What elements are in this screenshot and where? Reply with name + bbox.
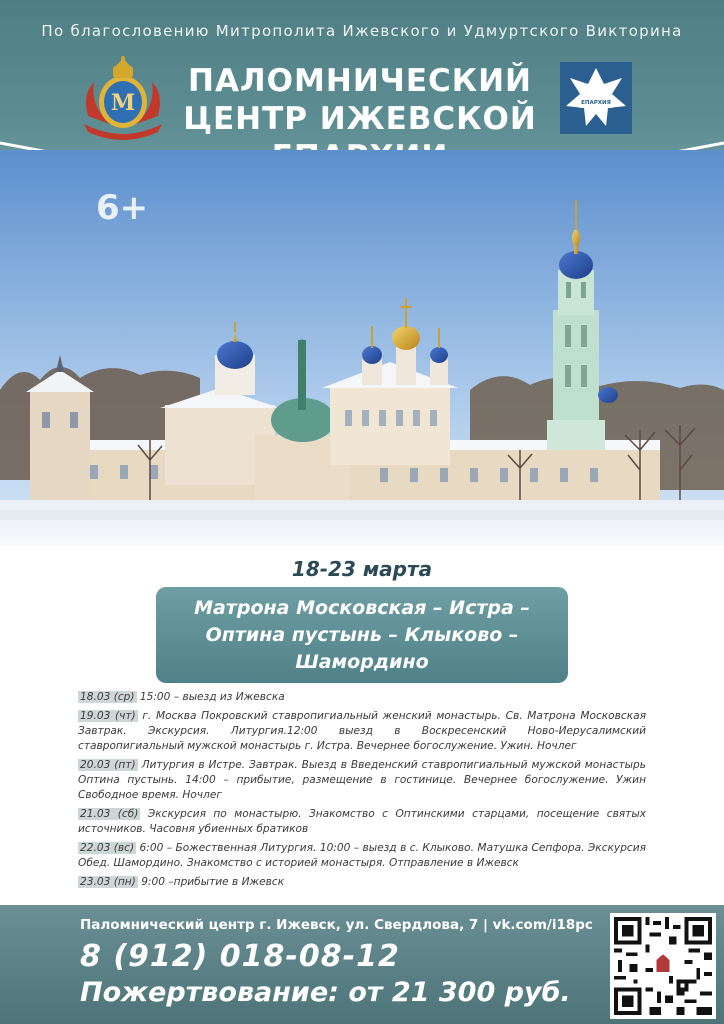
title-line-2: ЦЕНТР ИЖЕВСКОЙ xyxy=(183,101,537,137)
logo-caption: ЕПАРХИЯ xyxy=(581,100,611,106)
svg-text:М: М xyxy=(110,90,136,116)
route-line-3: Шамордино xyxy=(295,651,429,673)
diocese-coat-of-arms-icon xyxy=(80,54,166,140)
day-label: 20.03 (пт) xyxy=(80,759,136,771)
title-line-1: ПАЛОМНИЧЕСКИЙ xyxy=(188,63,532,99)
day-description: Экскурсия по монастырю. Знакомство с Оптинскими старцами, посещение святых источников. Часовня убиенных братиков xyxy=(78,808,646,835)
itinerary-day xyxy=(78,690,646,705)
day-description: 9:00 –прибытие в Ижевск xyxy=(137,876,285,888)
itinerary-day xyxy=(78,807,646,837)
day-label: 18.03 (ср) xyxy=(80,691,135,703)
trip-dates: 18-23 марта xyxy=(291,557,433,581)
footer-band xyxy=(0,905,724,1024)
udmurt-star-logo-icon xyxy=(560,62,632,134)
day-label: 22.03 (вс) xyxy=(80,842,135,854)
qr-code-icon[interactable] xyxy=(610,913,716,1019)
itinerary-day xyxy=(78,875,646,890)
day-label: 19.03 (чт) xyxy=(80,710,136,722)
blessing-text: По благословению Митрополита Ижевского и Удмуртского Викторина xyxy=(41,22,683,40)
day-description: 6:00 – Божественная Литургия. 10:00 – выезд в с. Клыково. Матушка Сепфора. Экскурсия Обед. Шамордино. Знакомство с историей монастыря. Отправление в Ижевск xyxy=(78,842,647,869)
itinerary-list xyxy=(78,690,646,894)
day-label: 21.03 (сб) xyxy=(80,808,139,820)
itinerary-day xyxy=(78,758,646,803)
phone-number[interactable]: 8 (912) 018-08-12 xyxy=(80,939,400,974)
day-label: 23.03 (пн) xyxy=(80,876,136,888)
day-description: Литургия в Истре. Завтрак. Выезд в Введенский ставропигиальный мужской монастырь Оптина пустынь. 14:00 – прибытие, размещение в гостинице. Вечернее богослужение. Ужин Свободное время. Ночлег xyxy=(78,759,646,801)
donation-text: Пожертвование: от 21 300 руб. xyxy=(80,977,571,1008)
address-text: Паломнический центр г. Ижевск, ул. Свердлова, 7 | vk.com/i18pc xyxy=(80,917,593,933)
day-description: 15:00 – выезд из Ижевска xyxy=(136,691,285,703)
day-description: г. Москва Покровский ставропигиальный женский монастырь. Св. Матрона Московская Завтрак. Экскурсия. Литургия.12:00 выезд в Воскресенский Ново-Иерусалимский ставропигиальный мужской монастырь г. Истра. Вечернее богослужение. Ужин. Ночлег xyxy=(78,710,646,752)
itinerary-day xyxy=(78,709,646,754)
route-box xyxy=(156,587,568,683)
age-rating: 6+ xyxy=(96,188,149,228)
route-line-2: Оптина пустынь – Клыково – xyxy=(205,624,519,646)
route-line-1: Матрона Московская – Истра – xyxy=(194,597,530,619)
itinerary-day xyxy=(78,841,646,871)
